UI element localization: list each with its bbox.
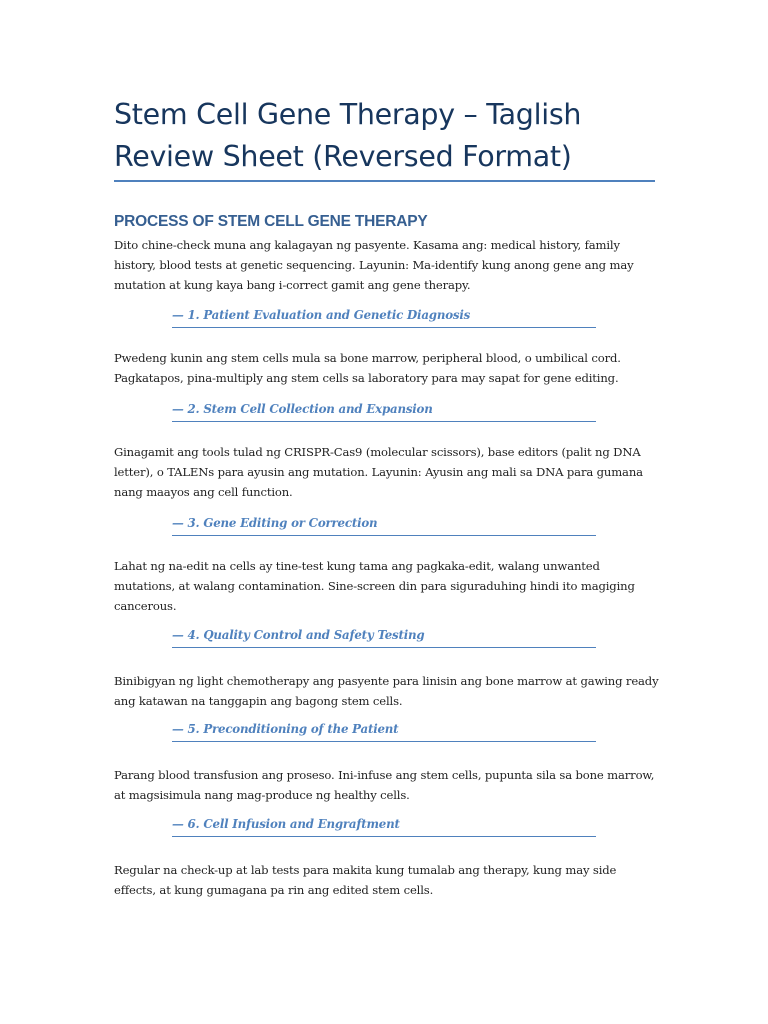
paragraph-5: Binibigyan ng light chemotherapy ang pasyente para linisin ang bone marrow at gawing ready ang katawan na tanggapin ang bagong stem cells. bbox=[114, 674, 659, 708]
paragraph-1: Dito chine-check muna ang kalagayan ng pasyente. Kasama ang: medical history, family history, blood tests at genetic sequencing. Layunin: Ma-identify kung anong gene ang may mutation at kung kaya bang i-correct gamit ang gene therapy. bbox=[114, 238, 634, 292]
step-heading-2: — 2. Stem Cell Collection and Expansion bbox=[172, 402, 596, 422]
step-heading-5: — 5. Preconditioning of the Patient bbox=[172, 722, 596, 742]
title-divider bbox=[114, 180, 655, 182]
paragraph-4: Lahat ng na-edit na cells ay tine-test kung tama ang pagkaka-edit, walang unwanted mutations, at walang contamination. Sine-screen din para siguraduhing hindi ito magiging cancerous. bbox=[114, 559, 635, 613]
paragraph-6: Parang blood transfusion ang proseso. Ini-infuse ang stem cells, pupunta sila sa bone marrow, at magsisimula nang mag-produce ng healthy cells. bbox=[114, 768, 655, 802]
document-title: Stem Cell Gene Therapy – Taglish Review Sheet (Reversed Format) bbox=[114, 98, 582, 173]
section-heading: PROCESS OF STEM CELL GENE THERAPY bbox=[114, 213, 428, 230]
step-heading-4: — 4. Quality Control and Safety Testing bbox=[172, 628, 596, 648]
step-heading-1: — 1. Patient Evaluation and Genetic Diagnosis bbox=[172, 308, 596, 328]
paragraph-3: Ginagamit ang tools tulad ng CRISPR-Cas9 (molecular scissors), base editors (palit ng DNA letter), o TALENs para ayusin ang mutation. Layunin: Ayusin ang mali sa DNA para gumana nang maayos ang cell function. bbox=[114, 445, 643, 499]
paragraph-2: Pwedeng kunin ang stem cells mula sa bone marrow, peripheral blood, o umbilical cord. Pagkatapos, pina-multiply ang stem cells sa laboratory para may sapat for gene editing. bbox=[114, 351, 621, 385]
step-heading-3: — 3. Gene Editing or Correction bbox=[172, 516, 596, 536]
step-heading-6: — 6. Cell Infusion and Engraftment bbox=[172, 817, 596, 837]
paragraph-7: Regular na check-up at lab tests para makita kung tumalab ang therapy, kung may side effects, at kung gumagana pa rin ang edited stem cells. bbox=[114, 863, 617, 897]
